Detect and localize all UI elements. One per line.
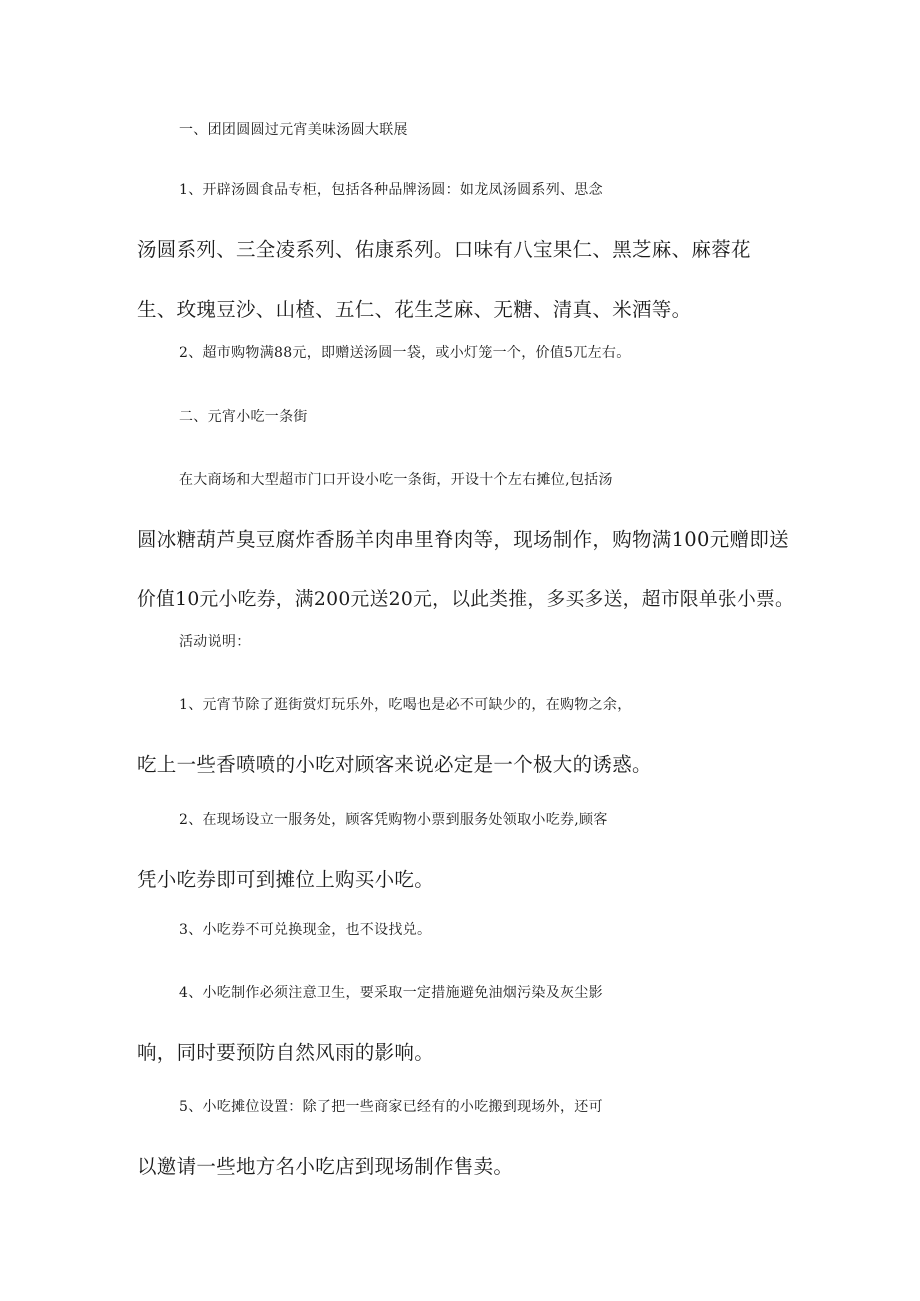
text-line: 一、团团圆圆过元宵美味汤圆大联展: [179, 122, 408, 138]
note-1: [137, 675, 797, 795]
text-line: 以邀请一些地方名小吃店到现场制作售卖。: [137, 1155, 514, 1178]
paragraph-snack-street: [137, 450, 797, 630]
paragraph-item-2: [137, 323, 797, 383]
text-line: 吃上一些香喷喷的小吃对顾客来说必定是一个极大的诱惑。: [137, 753, 652, 776]
text-line: 2、在现场设立一服务处，顾客凭购物小票到服务处领取小吃券,顾客: [179, 812, 608, 828]
note-2: [137, 790, 797, 910]
text-line: 价值10元小吃券，满200元送20元，以此类推，多买多送，超市限单张小票。: [137, 589, 795, 610]
text-line: 响，同时要预防自然风雨的影响。: [137, 1041, 435, 1064]
text-line: 在大商场和大型超市门口开设小吃一条街，开设十个左右摊位,包括汤: [179, 472, 613, 488]
text-line: 2、超市购物满88元，即赠送汤圆一袋，或小灯笼一个，价值5兀左右。: [179, 345, 631, 361]
text-line: 3、小吃券不可兑换现金，也不设找兑。: [179, 922, 432, 938]
note-3: [137, 900, 797, 960]
section-heading-1: [137, 100, 797, 160]
text-line: 生、玫瑰豆沙、山楂、五仁、花生芝麻、无糖、清真、米酒等。: [137, 298, 692, 321]
text-line: 5、小吃摊位设置：除了把一些商家已经有的小吃搬到现场外，还可: [179, 1099, 603, 1115]
text-line: 汤圆系列、三全凌系列、佑康系列。口味有八宝果仁、黑芝麻、麻蓉花: [137, 238, 751, 261]
text-line: 1、开辟汤圆食品专柜，包括各种品牌汤圆：如龙凤汤圆系列、思念: [179, 182, 603, 198]
section-heading-2: [137, 387, 797, 447]
text-line: 1、元宵节除了逛街赏灯玩乐外，吃喝也是必不可缺少的，在购物之余，: [179, 697, 632, 713]
note-4: [137, 963, 797, 1083]
text-line: 4、小吃制作必须注意卫生，要采取一定措施避免油烟污染及灰尘影: [179, 985, 603, 1001]
text-line: 凭小吃券即可到摊位上购买小吃。: [137, 868, 435, 891]
notes-heading: [137, 612, 797, 672]
note-5: [137, 1077, 797, 1197]
text-line: 活动说明：: [179, 634, 251, 650]
text-line: 二、元宵小吃一条街: [179, 409, 308, 425]
text-line: 圆冰糖葫芦臭豆腐炸香肠羊肉串里脊肉等，现场制作，购物满100元赠即送: [137, 528, 789, 551]
paragraph-item-1: [137, 160, 797, 340]
